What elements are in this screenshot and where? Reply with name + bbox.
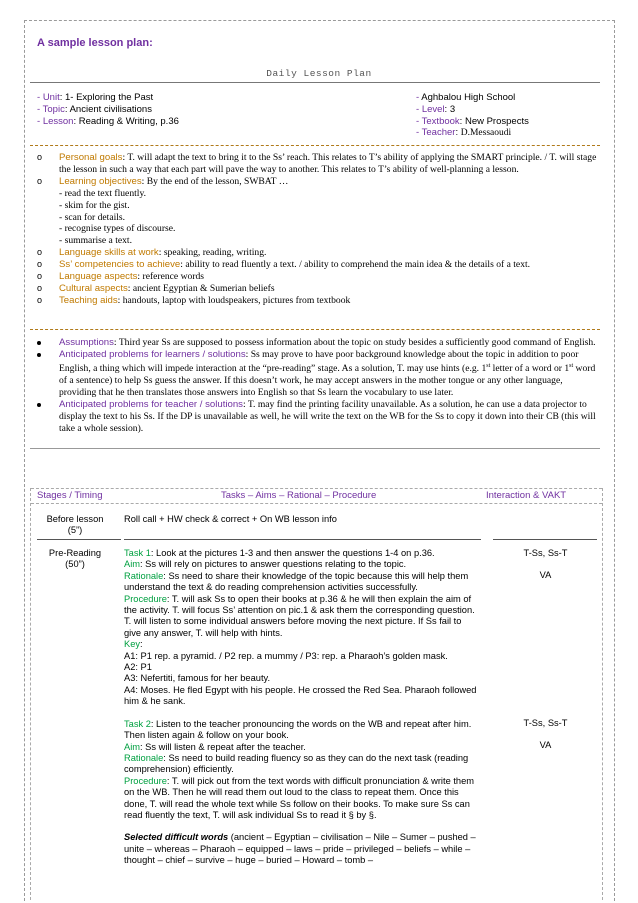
stage-cell: Before lesson (5”) [46,514,104,536]
row-divider [493,539,597,540]
list-item: o Ss’ competencies to achieve: ability to read fluently a text. / ability to comprehend the main idea & the details of a text. [37,259,531,271]
document-heading: A sample lesson plan: [37,37,153,49]
row-divider [124,539,481,540]
divider [30,145,600,146]
column-header: Stages / Timing [37,490,103,501]
lesson-info-left: - Unit: 1- Exploring the Past - Topic: Ancient civilisations - Lesson: Reading & Writing, p.36 [37,92,179,127]
divider [30,82,600,83]
divider [30,448,600,449]
task-cell: Task 1: Look at the pictures 1-3 and then answer the questions 1-4 on p.36. Aim: Ss will rely on pictures to answer questions relating to the topic. Rationale: Ss need to share their knowledge of the topic because this will help them understand the text & do reading comprehension activities successfully. Procedure: T. will ask Ss to open their books at p.36 & he will then explain the aim of the activity. T. will focus Ss’ attention on pic.1 & ask them the corresponding question. T. will listen to some individual answers before moving the next picture. If Ss fail to give any answer, T. will help with hints. Key: A1: P1 rep. a pyramid. / P2 rep. a mummy / P3: rep. a Pharaoh’s golden mask. A2: P1 A3: Nefertiti, famous for her beauty. A4: Moses. He fled Egypt with his people. He crossed the Red Sea. Pharaoh followed him & he sank. Task 2: Listen to the teacher pronouncing the words on the WB and repeat after him. Then listen again & follow on your book. Aim: Ss will listen & repeat after the teacher. Rationale: Ss need to build reading fluency so as they can do the next task (reading comprehension) efficiently. Procedure: T. will pick out from the text words with difficult pronunciation & write them on the WB. Then he will read them out loud to the class to repeat them. Once this done, T. will read the whole text while Ss follow on their books. To make sure Ss can read fluently the text, T. will ask individual Ss to read it § by §. Selected difficult words (ancient – Egyptian – civilisation – Nile – Sumer – pushed – unite – whereas – Pharaoh – equipped – laws – pride – privileged – beliefs – while – thought – chief – survive – huge – buried – Howard – tomb – [124,548,477,866]
list-item: o Cultural aspects: ancient Egyptian & Sumerian beliefs [37,282,275,294]
list-item: o Language skills at work: speaking, reading, writing. [37,247,267,259]
list-item: o Learning objectives: By the end of the lesson, SWBAT … - read the text fluently. - skim for the gist. - scan for details. - recognise types of discourse. - summarise a text. [37,175,289,247]
lesson-info-right: - Aghbalou High School - Level: 3 - Textbook: New Prospects - Teacher: D.Messaoudi [416,92,529,139]
assumptions-list [37,337,599,434]
list-item: Anticipated problems for learners / solutions: Ss may prove to have poor background knowledge about the topic in addition to poor English, a thing which will impede interaction at the “pre-reading” stage. As a solution, T. may use hints (e.g. 1st letter of a word or 1st word of a sentence) to help Ss guess the answer. If this doesn’t work, he may accept answers in the mother tongue or any other language, providing that he then translates those answers into English so that Ss learn the vocabulary to use later. [37,349,599,399]
goals-list [37,152,599,307]
plan-title: Daily Lesson Plan [266,68,372,79]
row-divider [37,539,121,540]
table-header [31,488,602,504]
list-item: Assumptions: Third year Ss are supposed to possess information about the topic on study besides a sufficiently good command of English. [37,337,599,349]
lesson-procedure-table [30,488,603,900]
list-item: o Teaching aids: handouts, laptop with loudspeakers, pictures from textbook [37,294,351,306]
list-item: o Personal goals: T. will adapt the text to bring it to the Ss’ reach. This relates to T’s ability of applying the SMART principle. / T. will stage the lesson in such a way that each part will pave the way to another. This relates to T’s ability of well-planning a lesson. [37,152,597,175]
stage-cell: Pre-Reading (50”) [48,548,102,570]
interaction-cell: T-Ss, Ss-T VA [523,548,568,581]
divider [30,329,600,330]
bullet-icon [37,353,41,357]
interaction-cell: T-Ss, Ss-T VA [523,718,568,751]
list-item: o Language aspects: reference words [37,271,205,283]
bullet-icon [37,341,41,345]
column-header: Tasks – Aims – Rational – Procedure [221,490,377,501]
bullet-icon [37,403,41,407]
column-header: Interaction & VAKT [486,490,567,501]
task-cell: Roll call + HW check & correct + On WB lesson info [124,514,337,524]
list-item: Anticipated problems for teacher / solutions: T. may find the printing facility unavailable. As a solution, he can use a data projector to display the text to his Ss. If the DP is unavailable as well, he will write the text on the WB for the Ss to copy it down into their CB (this will take a whole session). [37,399,599,435]
